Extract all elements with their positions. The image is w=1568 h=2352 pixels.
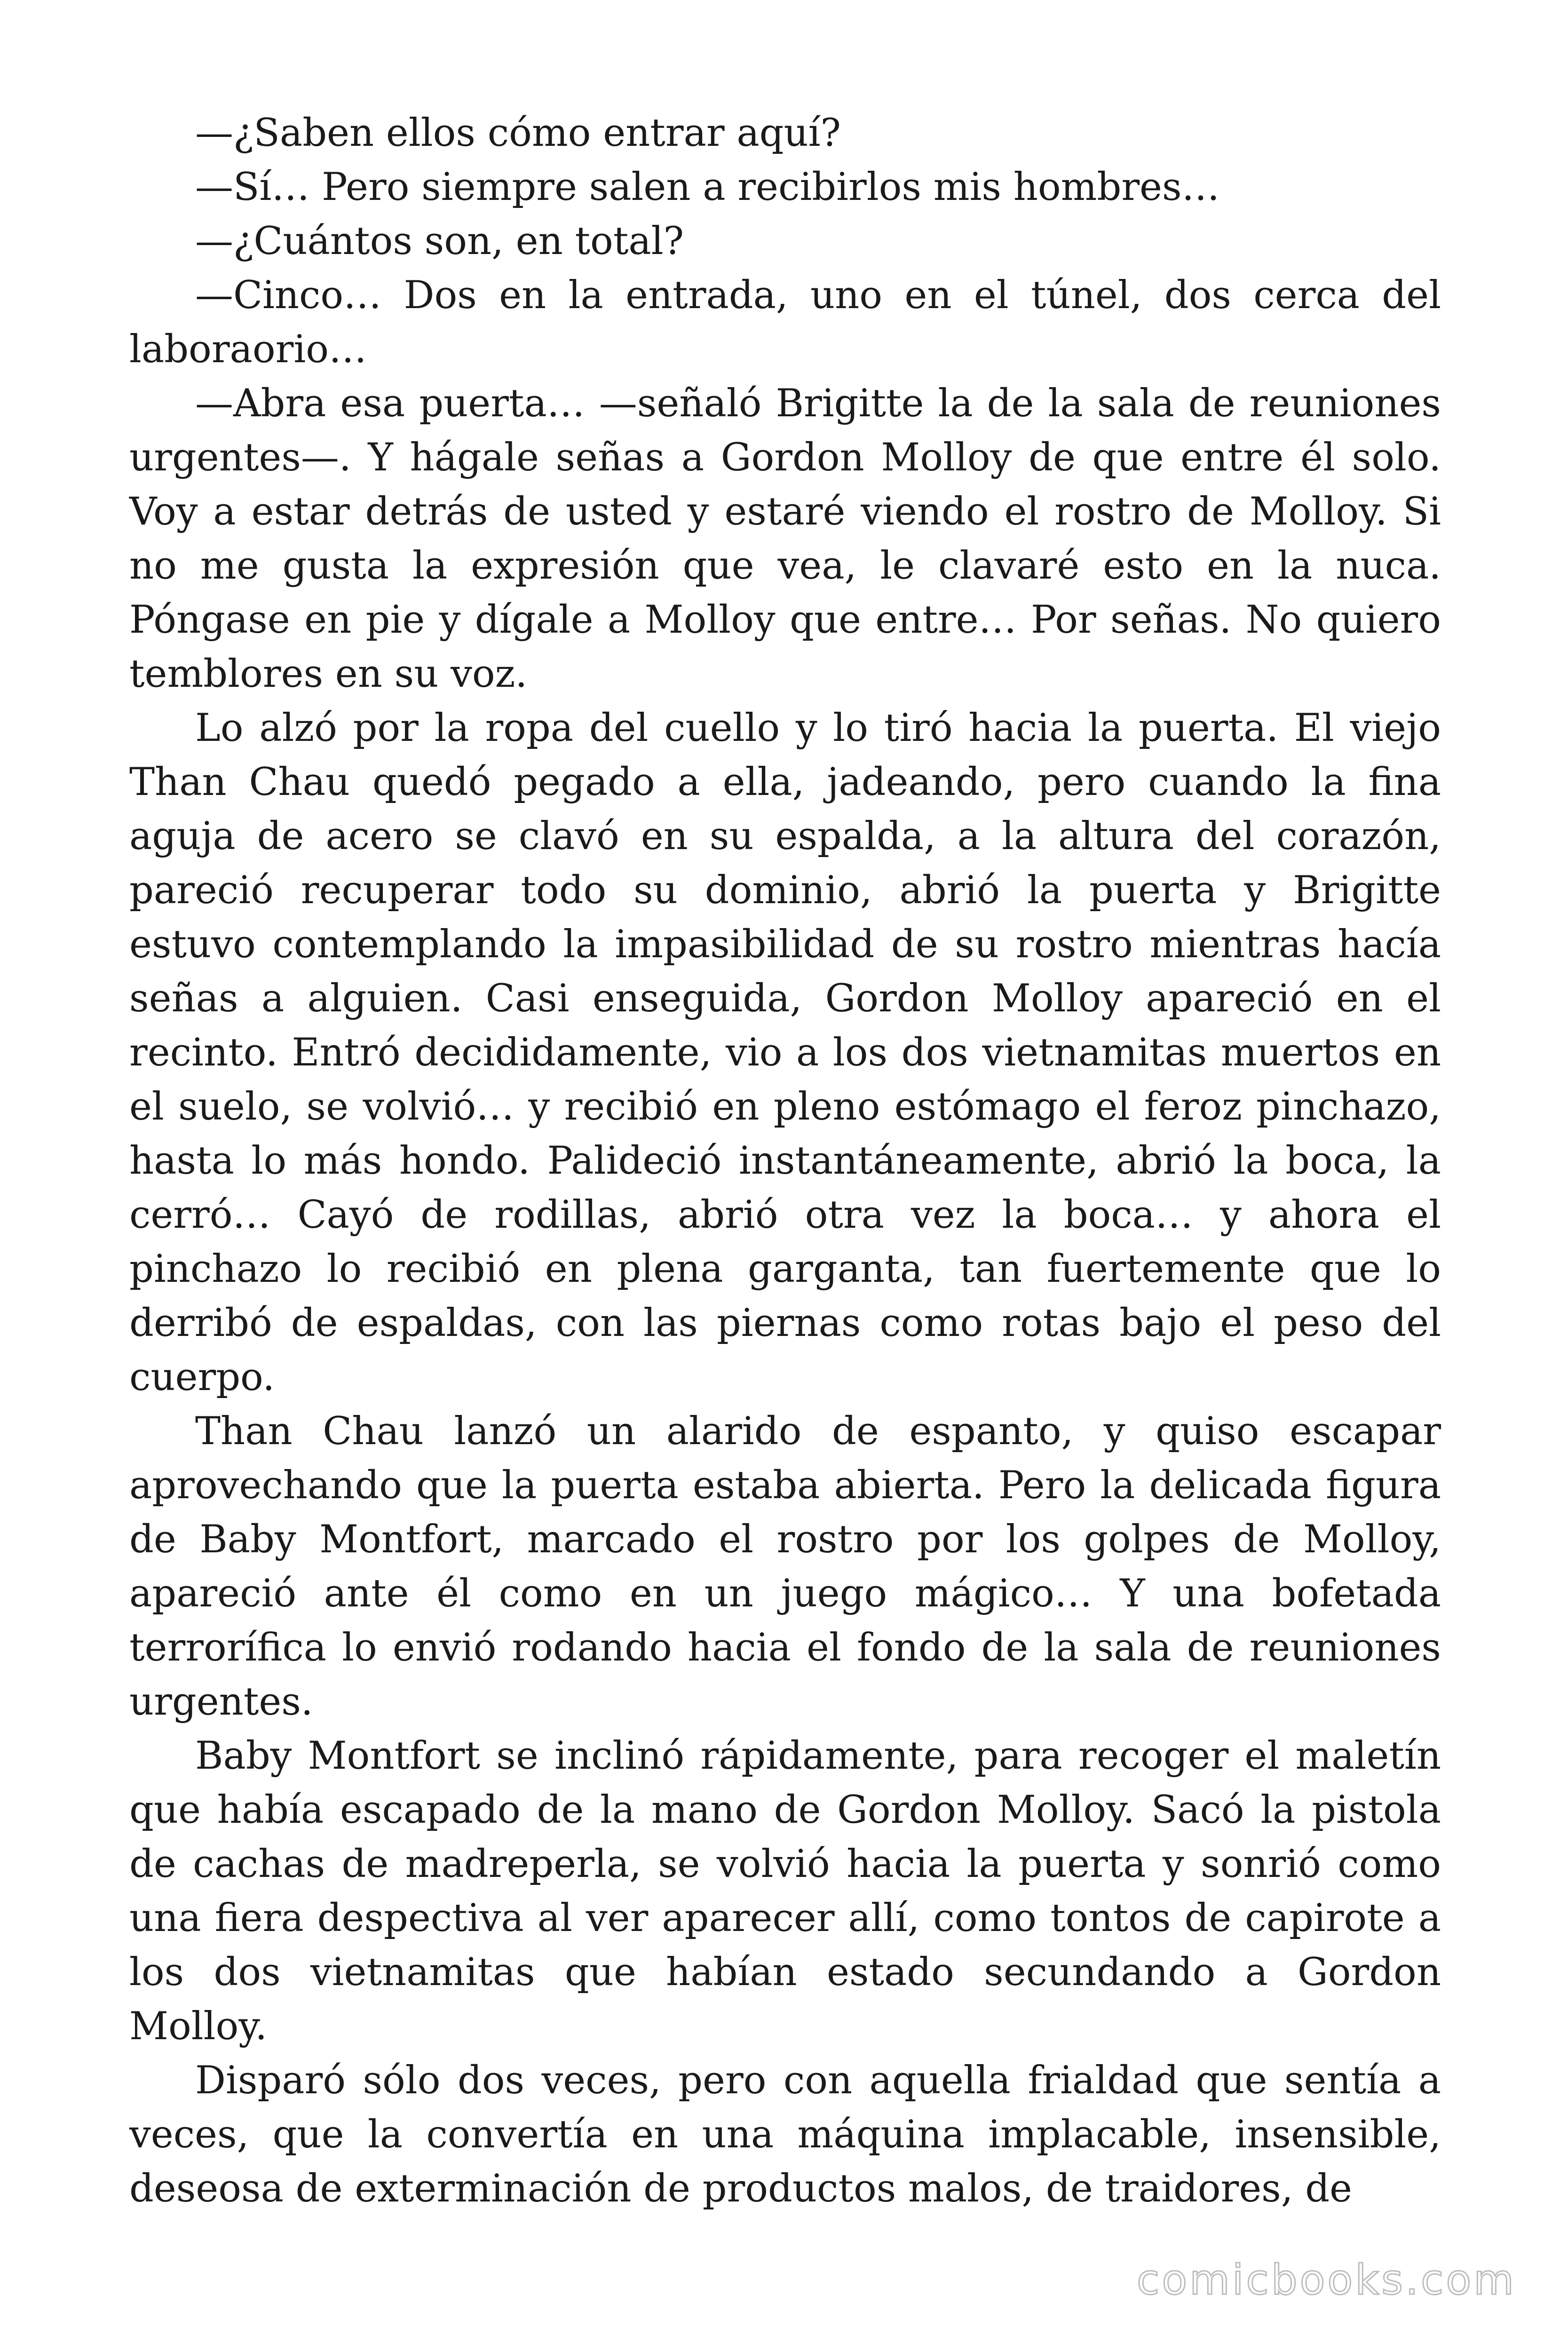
- paragraph-5: —Abra esa puerta… —señaló Brigitte la de la sala de reuniones urgentes—. Y hágale señas a Gordon Molloy de que entre él solo. Voy a estar detrás de usted y estaré viendo el rostro de Molloy. Si no me gusta la expresión que vea, le clavaré esto en la nuca. Póngase en pie y dígale a Molloy que entre… Por señas. No quiero temblores en su voz.: [129, 381, 1441, 696]
- paragraph-8: Baby Montfort se inclinó rápidamente, para recoger el maletín que había escapado de la mano de Gordon Molloy. Sacó la pistola de cachas de madreperla, se volvió hacia la puerta y sonrió como una fiera despectiva al ver aparecer allí, como tontos de capirote a los dos vietnamitas que habían estado secundando a Gordon Molloy.: [129, 1734, 1441, 2049]
- paragraph-7: Than Chau lanzó un alarido de espanto, y quiso escapar aprovechando que la puerta estaba abierta. Pero la delicada figura de Baby Montfort, marcado el rostro por los golpes de Molloy, apareció ante él como en un juego mágico… Y una bofetada terrorífica lo envió rodando hacia el fondo de la sala de reuniones urgentes.: [129, 1409, 1441, 1724]
- paragraph-6: Lo alzó por la ropa del cuello y lo tiró hacia la puerta. El viejo Than Chau quedó pegado a ella, jadeando, pero cuando la fina aguja de acero se clavó en su espalda, a la altura del corazón, pareció recuperar todo su dominio, abrió la puerta y Brigitte estuvo contemplando la impasibilidad de su rostro mientras hacía señas a alguien. Casi enseguida, Gordon Molloy apareció en el recinto. Entró decididamente, vio a los dos vietnamitas muertos en el suelo, se volvió… y recibió en pleno estómago el feroz pinchazo, hasta lo más hondo. Palideció instantáneamente, abrió la boca, la cerró… Cayó de rodillas, abrió otra vez la boca… y ahora el pinchazo lo recibió en plena garganta, tan fuertemente que lo derribó de espaldas, con las piernas como rotas bajo el peso del cuerpo.: [129, 706, 1441, 1399]
- watermark: comicbooks.com: [1136, 2256, 1516, 2304]
- paragraph-9: Disparó sólo dos veces, pero con aquella frialdad que sentía a veces, que la convertía en una máquina implacable, insensible, deseosa de exterminación de productos malos, de traidores, de: [129, 2058, 1441, 2211]
- paragraph-4: —Cinco… Dos en la entrada, uno en el túnel, dos cerca del laboraorio…: [129, 273, 1441, 372]
- paragraph-3: —¿Cuántos son, en total?: [195, 219, 684, 263]
- paragraph-2: —Sí… Pero siempre salen a recibirlos mis hombres…: [195, 165, 1220, 209]
- paragraph-1: —¿Saben ellos cómo entrar aquí?: [195, 111, 841, 155]
- book-page-text: [129, 106, 1441, 2216]
